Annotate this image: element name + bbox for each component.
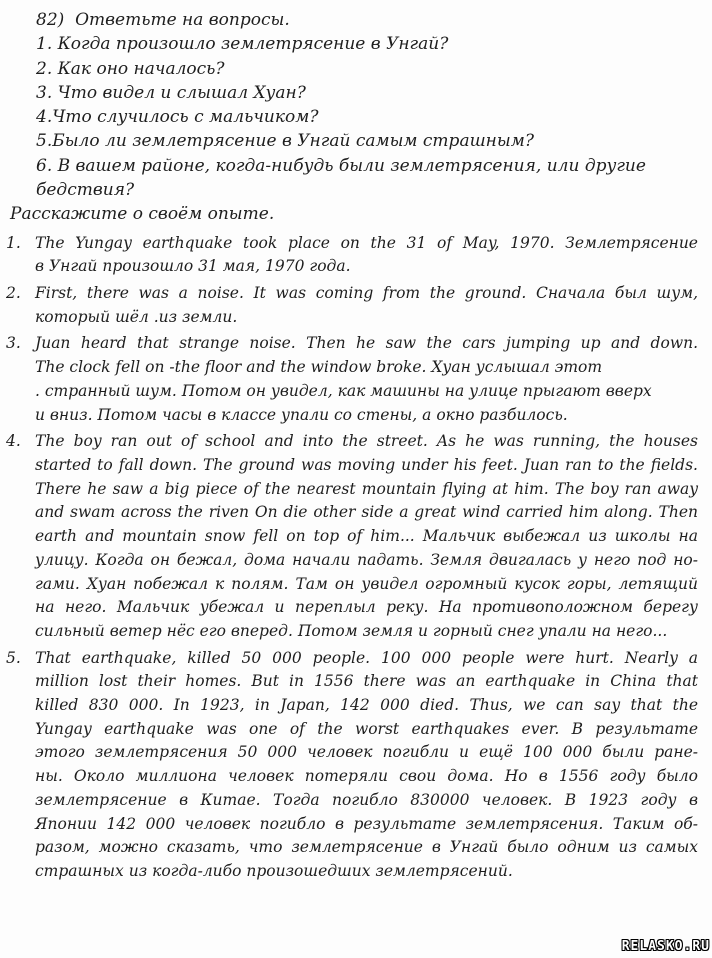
watermark: RELASKO.RU [621, 939, 710, 954]
answer-number: 5. [6, 648, 21, 667]
answer-number: 4. [6, 432, 21, 451]
answer-line: . странный шум. Потом он увидел, как машины на улице прыгают вверх [35, 381, 652, 400]
answer-body [35, 430, 698, 643]
answer-line: гами. Хуан побежал к полям. Там он увидел огромный кусок горы, летящий [35, 574, 698, 593]
answer-body [35, 232, 698, 279]
answer-item [6, 282, 698, 329]
exercise-header: 82) Ответьте на вопросы. [36, 10, 290, 30]
answer-body [35, 647, 698, 884]
answer-number: 2. [6, 284, 21, 303]
answer-line: разом, можно сказать, что землетрясение в Унгай было одним из самых [35, 838, 698, 857]
answer-line: страшных из когда-либо произошедших землетрясений. [35, 861, 513, 880]
answer-line: The boy ran out of school and into the street. As he was running, the houses [35, 432, 698, 451]
answer-line: First, there was a noise. It was coming from the ground. Сначала был шум, [35, 284, 698, 303]
answer-line: Японии 142 000 человек погибло в результате землетрясения. Таким об- [35, 814, 698, 833]
questions-block [0, 0, 712, 202]
answer-line: earth and mountain snow fell on top of him... Мальчик выбежал из школы на [35, 527, 698, 546]
answer-body [35, 282, 698, 329]
question-item: 1. Когда произошло землетрясение в Унгай? [36, 34, 449, 55]
answer-line: который шёл .из земли. [35, 307, 238, 326]
answer-line: сильный ветер нёс его вперед. Потом земля и горный снег упали на него... [35, 621, 668, 640]
answer-line: в Унгай произошло 31 мая, 1970 года. [35, 257, 351, 276]
question-item: 3. Что видел и слышал Хуан? [36, 82, 306, 103]
answer-line: улицу. Когда он бежал, дома начали падать. Земля двигалась у него под но- [35, 550, 698, 569]
question-item: 2. Как оно началось? [36, 58, 225, 79]
answer-line: Juan heard that strange noise. Then he saw the cars jumping up and down. [35, 334, 698, 353]
question-item: 4.Что случилось с мальчиком? [36, 107, 319, 128]
answer-line: There he saw a big piece of the nearest mountain flying at him. The boy ran away [35, 479, 698, 498]
answer-item [6, 647, 698, 884]
question-item: 6. В вашем районе, когда-нибудь были землетрясения, или другие бедствия? [36, 155, 652, 201]
answer-line: The Yungay earthquake took place on the 31 of May, 1970. Землетрясение [35, 233, 698, 252]
answer-item [6, 332, 698, 427]
answer-line: ны. Около миллиона человек потеряли свои дома. Но в 1556 году было [35, 767, 698, 786]
question-list [36, 32, 702, 202]
answer-item [6, 430, 698, 643]
question-item: 5.Было ли землетрясение в Унгай самым страшным? [36, 131, 534, 152]
answer-list [0, 232, 712, 884]
answer-line: million lost their homes. But in 1556 there was an earthquake in China that [35, 672, 698, 691]
answer-line: Yungay earthquake was one of the worst earthquakes ever. В результате [35, 719, 698, 738]
answer-item [6, 232, 698, 279]
answer-line: That earthquake, killed 50 000 people. 100 000 people were hurt. Nearly a [35, 648, 698, 667]
answer-line: The clock fell on -the floor and the window broke. Хуан услышал этот [35, 358, 603, 377]
answer-number: 1. [6, 233, 21, 252]
questions-footer: Расскажите о своём опыте. [10, 204, 275, 225]
answer-number: 3. [6, 334, 21, 353]
answer-body [35, 332, 698, 427]
answer-line: этого землетрясения 50 000 человек погибли и ещё 100 000 были ране- [35, 743, 698, 762]
answer-line: на него. Мальчик убежал и переплыл реку. На противоположном берегу [35, 598, 698, 617]
answer-line: и вниз. Потом часы в классе упали со стены, а окно разбилось. [35, 405, 568, 424]
answer-line: землетрясение в Китае. Тогда погибло 830000 человек. В 1923 году в [35, 790, 698, 809]
answer-line: killed 830 000. In 1923, in Japan, 142 000 died. Thus, we can say that the [35, 696, 698, 715]
answer-line: and swam across the riven On die other side a great wind carried him along. Then [35, 503, 698, 522]
answer-line: started to fall down. The ground was moving under his feet. Juan ran to the fields. [35, 456, 698, 474]
